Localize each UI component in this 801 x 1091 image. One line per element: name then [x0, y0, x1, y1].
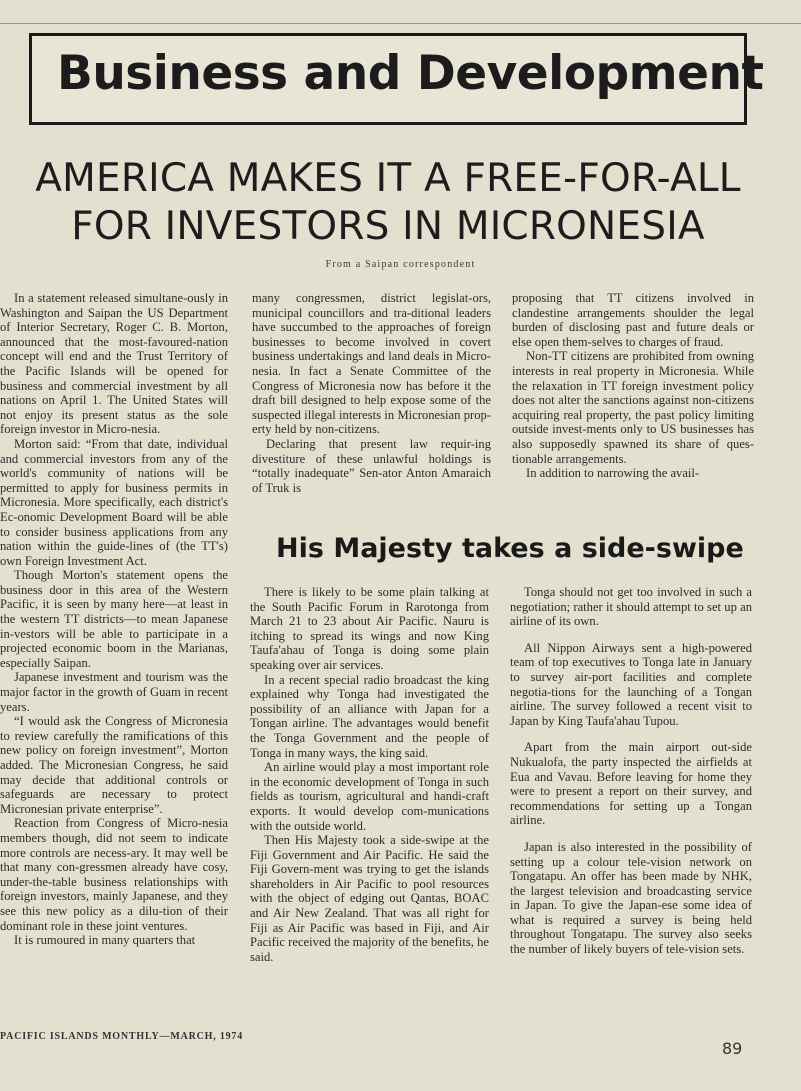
paragraph: Reaction from Congress of Micro-nesia members though, did not seem to indicate more controls are necess-ary. It may well be that many con-gressmen already have cosy, under-the-table business relationships with foreign investors, mainly Japanese, and they see this new policy as a dilu-tion of their dominant role in these joint ventures.: [0, 816, 228, 933]
paragraph: In a recent special radio broadcast the king explained why Tonga had investigated the possibility of an alliance with Japan for a Tongan airline. The advantages would benefit the Tonga Government and the people of Tonga in many ways, the king said.: [250, 672, 489, 760]
paragraph: Declaring that present law requir-ing divestiture of these unlawful holdings is “totally inadequate” Sen-ator Anton Amaraich of Truk is: [252, 436, 491, 495]
paragraph: many congressmen, district legislat-ors, municipal councillors and tra-ditional leaders have succumbed to the approaches of foreign businesses to become involved in covert business undertakings and land deals in Micro-nesia. In fact a Senate Committee of the Congress of Micronesia now has before it the draft bill designed to help expose some of the suspected illegal interests in Micronesian prop-erty held by non-citizens.: [252, 291, 491, 437]
headline-line-2: FOR INVESTORS IN MICRONESIA: [71, 204, 705, 249]
paragraph: It is rumoured in many quarters that: [14, 933, 196, 948]
section-title: Business and Development: [57, 46, 764, 101]
paragraph: “I would ask the Congress of Micronesia to review carefully the ramifications of this new policy on foreign investment”, Morton added. The Micronesian Congress, he said may decide that additional controls or safeguards are necessary to protect Micronesian private enterprise”.: [0, 714, 228, 816]
paragraph: There is likely to be some plain talking at the South Pacific Forum in Rarotonga from March 21 to 23 about Air Pacific. Nauru is itching to spread its wings and now King Taufa'ahau of Tonga is doing some plain speaking over air services.: [250, 585, 489, 672]
section-banner: [29, 33, 764, 125]
paragraph: Though Morton's statement opens the business door in this area of the Western Pacific, it is seen by many here—at least in the western TT districts—to mean Japanese in-vestors will be able to participate in a projected economic boom in the Marianas, especially Saipan.: [0, 568, 228, 670]
article1-column-3: [512, 291, 754, 516]
paragraph: In a statement released simultane-ously in Washington and Saipan the US Department of Interior Secretary, Roger C. B. Morton, announced that the most-favoured-nation concept will end and the Trust Territory of the Pacific Islands will be opened for business and commercial investment by all nations on April 1. The United States will not enjoy its present status as the sole foreign investor in Micro-nesia.: [0, 291, 228, 437]
paragraph: Japanese investment and tourism was the major factor in the growth of Guam in recent years.: [0, 670, 228, 714]
paragraph: All Nippon Airways sent a high-powered team of top executives to Tonga late in January to survey air-port facilities and complete negotia-tions for the launching of a Tongan airline. The survey followed a recent visit to Japan by King Taufa'ahau Tupou.: [510, 640, 752, 728]
headline-line-1: AMERICA MAKES IT A FREE-FOR-ALL: [35, 156, 741, 201]
paragraph: In addition to narrowing the avail-: [526, 466, 700, 481]
paragraph: Non-TT citizens are prohibited from owning interests in real property in Micronesia. While the relaxation in TT foreign investment policy does not alter the sanctions against non-citizens acquiring real property, the past policy limiting outside invest-ments only to US businesses has also supposedly spawned its share of ques-tionable arrangements.: [512, 349, 754, 466]
paragraph: Morton said: “From that date, individual and commercial investors from any of the world's community of nations will be permitted to apply for business permits in Micronesia. More specifically, each district's Ec-onomic Development Board will be able to consider business applications from any nation within the guide-lines of (the TT's) own Foreign Investment Act.: [0, 436, 228, 568]
paragraph: Tonga should not get too involved in such a negotiation; rather it should attempt to set up an airline of its own.: [510, 585, 752, 629]
paragraph: Then His Majesty took a side-swipe at the Fiji Government and Air Pacific. He said the Fiji Govern-ment was trying to get the islands shareholders in Air Pacific to pool resources with the object of edging out Qantas, BOAC and Air New Zealand. That was all right for Fiji as Air Pacific was based in Fiji, and Air Pacific received the majority of the benefits, he said.: [250, 833, 489, 964]
top-rule: [0, 23, 801, 24]
paragraph: Japan is also interested in the possibility of setting up a colour tele-vision network on Tongatapu. An offer has been made by NHK, the largest television and broadcasting service in Japan. To give the Japan-ese some idea of what is required a survey is being held throughout Tongatapu. The survey also seeks the number of likely buyers of tele-vision sets.: [510, 839, 752, 957]
article1-column-2: [252, 291, 491, 516]
paragraph: An airline would play a most important role in the economic development of Tonga in such fields as tourism, agricultural and handi-craft exports. It would develop com-munications with the outside world.: [250, 760, 489, 833]
paragraph: proposing that TT citizens involved in clandestine arrangements shoulder the legal burden of disclosing past and future deals or else open them-selves to charges of fraud.: [512, 291, 754, 349]
byline: From a Saipan correspondent: [325, 259, 476, 270]
page-number: 89: [722, 1039, 743, 1058]
article2-column-2: [510, 585, 752, 1018]
article2-column-1: [250, 585, 489, 1018]
article1-column-1: [0, 291, 228, 1018]
article2-title: His Majesty takes a side-swipe: [276, 533, 744, 564]
page-footer: PACIFIC ISLANDS MONTHLY—MARCH, 1974: [0, 1031, 244, 1042]
article-headline: [30, 155, 746, 251]
paragraph: Apart from the main airport out-side Nukualofa, the party inspected the airfields at Eua and Vavau. Before leaving for home they were to present a report on their survey, and recommendations for setting up a Tongan airline.: [510, 740, 752, 828]
